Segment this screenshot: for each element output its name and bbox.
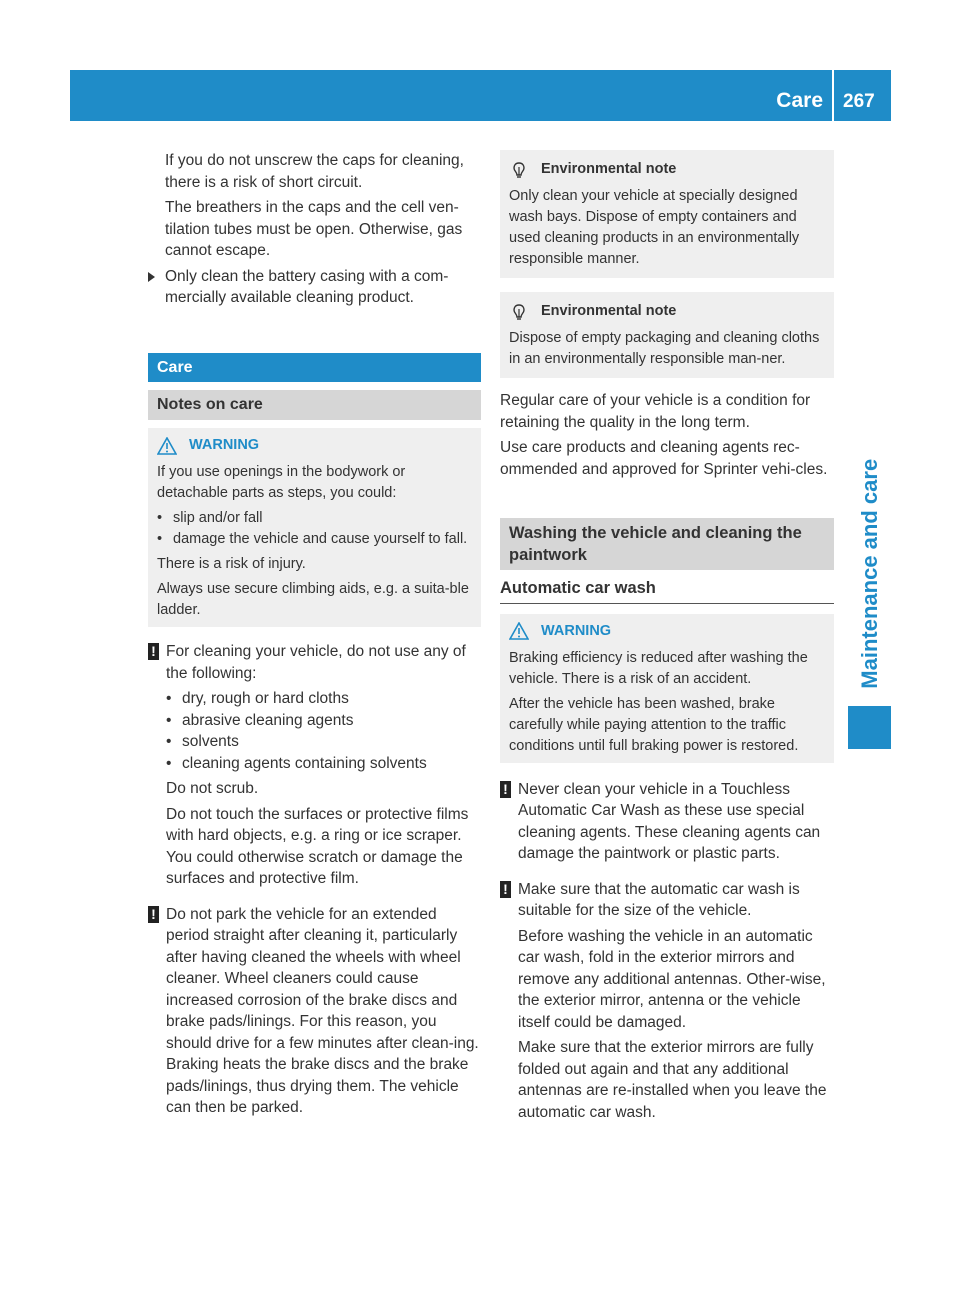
warning-intro: If you use openings in the bodywork or detachable parts as steps, you could: bbox=[157, 464, 406, 501]
list-item: • solvents bbox=[166, 731, 481, 753]
environmental-note-title: Environmental note bbox=[541, 161, 677, 177]
list-item: • abrasive cleaning agents bbox=[166, 710, 481, 732]
page-number: 267 bbox=[843, 91, 875, 112]
chapter-side-block bbox=[848, 706, 891, 749]
header-title: Care bbox=[776, 89, 823, 112]
left-column bbox=[148, 150, 481, 1123]
warning-text-2: After the vehicle has been washed, brake carefully while paying attention to the traffic conditions until full braking power is restored. bbox=[509, 695, 799, 754]
warning-item: • slip and/or fall bbox=[157, 508, 472, 529]
caution-note-2-text: Do not park the vehicle for an extended period straight after cleaning it, particularly after having cleaned the wheels with wheel cleaner. Wheel cleaners could cause increased corrosion of the brake discs and brake pads/linings. For this reason, you should drive for a few minutes after clean-ing. Braking heats the brake discs and the brake pads/linings, thus drying them. The vehicle can then be parked. bbox=[166, 905, 479, 1116]
warning-title-row bbox=[157, 435, 472, 456]
caution-note-1-text: For cleaning your vehicle, do not use any of the following: bbox=[166, 643, 466, 682]
list-item-text: dry, rough or hard cloths bbox=[182, 690, 349, 707]
chapter-label: Maintenance and care bbox=[856, 458, 882, 689]
list-item: • dry, rough or hard cloths bbox=[166, 688, 481, 710]
right-column bbox=[500, 150, 834, 1127]
warning-box bbox=[500, 614, 834, 763]
caution-note-1-after-1: Do not scrub. bbox=[166, 780, 259, 797]
list-item-text: abrasive cleaning agents bbox=[182, 711, 354, 729]
warning-item: • damage the vehicle and cause yourself to fall. bbox=[157, 529, 472, 550]
header-separator bbox=[832, 70, 834, 121]
caution-note-4-paragraph-3: Make sure that the exterior mirrors are fully folded out again and that any additional antennas are re-installed when you leave the automatic car wash. bbox=[518, 1039, 827, 1121]
environmental-note-title-row bbox=[509, 159, 825, 180]
caution-note-2 bbox=[148, 904, 481, 1123]
environmental-note-text: Dispose of empty packaging and cleaning cloths in an environmentally responsible man-ner. bbox=[509, 330, 820, 367]
list-item-text: cleaning agents containing solvents bbox=[182, 754, 427, 772]
section-heading-washing: Washing the vehicle and cleaning the paintwork bbox=[500, 518, 834, 570]
subsection-heading-notes: Notes on care bbox=[148, 390, 481, 420]
list-item: • cleaning agents containing solvents bbox=[166, 753, 481, 775]
environmental-note-title-row bbox=[509, 301, 825, 322]
warning-risk: There is a risk of injury. bbox=[157, 556, 306, 572]
environmental-note-text: Only clean your vehicle at specially designed wash bays. Dispose of empty containers and used cleaning products in an environmentally responsible manner. bbox=[509, 188, 800, 267]
exclamation-icon: ! bbox=[148, 906, 159, 923]
warning-item-text: slip and/or fall bbox=[173, 510, 263, 526]
warning-title-row bbox=[509, 621, 825, 642]
chapter-side-tab bbox=[848, 441, 891, 706]
warning-title: WARNING bbox=[189, 437, 260, 453]
caution-note-3-text: Never clean your vehicle in a Touchless Automatic Car Wash as these use special cleaning agents. These cleaning agents can damage the paintwork or plastic parts. bbox=[518, 780, 821, 862]
warning-advice: Always use secure climbing aids, e.g. a suita-ble ladder. bbox=[157, 581, 469, 618]
exclamation-icon: ! bbox=[148, 643, 159, 660]
environment-bulb-icon bbox=[509, 161, 529, 179]
exclamation-icon: ! bbox=[500, 781, 511, 798]
care-paragraph-2: Use care products and cleaning agents rec-ommended and approved for Sprinter vehi-cles. bbox=[500, 439, 828, 478]
caution-note-1 bbox=[148, 641, 481, 894]
intro-paragraph-1: If you do not unscrew the caps for cleaning, there is a risk of short circuit. bbox=[165, 152, 464, 191]
environmental-note-title: Environmental note bbox=[541, 303, 677, 319]
care-paragraph-1: Regular care of your vehicle is a condition for retaining the quality in the long term. bbox=[500, 392, 811, 431]
instruction-step-text: Only clean the battery casing with a com-mercially available cleaning product. bbox=[165, 267, 449, 306]
caution-note-4-paragraph-2: Before washing the vehicle in an automatic car wash, fold in the exterior mirrors and remove any additional antennas. Other-wise, the exterior mirror, antenna or the vehicle itself could be damaged. bbox=[518, 927, 826, 1031]
subsection-heading-automatic-car-wash: Automatic car wash bbox=[500, 578, 834, 604]
environmental-note-2 bbox=[500, 292, 834, 378]
list-item-text: solvents bbox=[182, 733, 239, 750]
instruction-step bbox=[148, 266, 481, 309]
caution-note-1-after-2: Do not touch the surfaces or protective films with hard objects, e.g. a ring or ice scraper. You could otherwise scratch or damage the surfaces and protective film. bbox=[166, 805, 469, 887]
environment-bulb-icon bbox=[509, 303, 529, 321]
warning-box bbox=[148, 428, 481, 627]
environmental-note-1 bbox=[500, 150, 834, 278]
warning-title: WARNING bbox=[541, 622, 612, 639]
section-heading-care: Care bbox=[148, 353, 481, 383]
warning-text-1: Braking efficiency is reduced after washing the vehicle. There is a risk of an accident. bbox=[509, 649, 808, 687]
caution-note-3 bbox=[500, 779, 834, 869]
caution-note-4 bbox=[500, 879, 834, 1128]
warning-triangle-icon bbox=[157, 437, 177, 455]
exclamation-icon: ! bbox=[500, 881, 511, 898]
arrow-step-icon bbox=[148, 266, 165, 309]
caution-note-4-text: Make sure that the automatic car wash is suitable for the size of the vehicle. bbox=[518, 880, 800, 919]
warning-triangle-icon bbox=[509, 622, 529, 640]
intro-paragraph-2: The breathers in the caps and the cell ven-tilation tubes must be open. Otherwise, gas cannot escape. bbox=[165, 199, 463, 259]
page-header bbox=[70, 70, 891, 121]
warning-item-text: damage the vehicle and cause yourself to fall. bbox=[173, 531, 468, 547]
